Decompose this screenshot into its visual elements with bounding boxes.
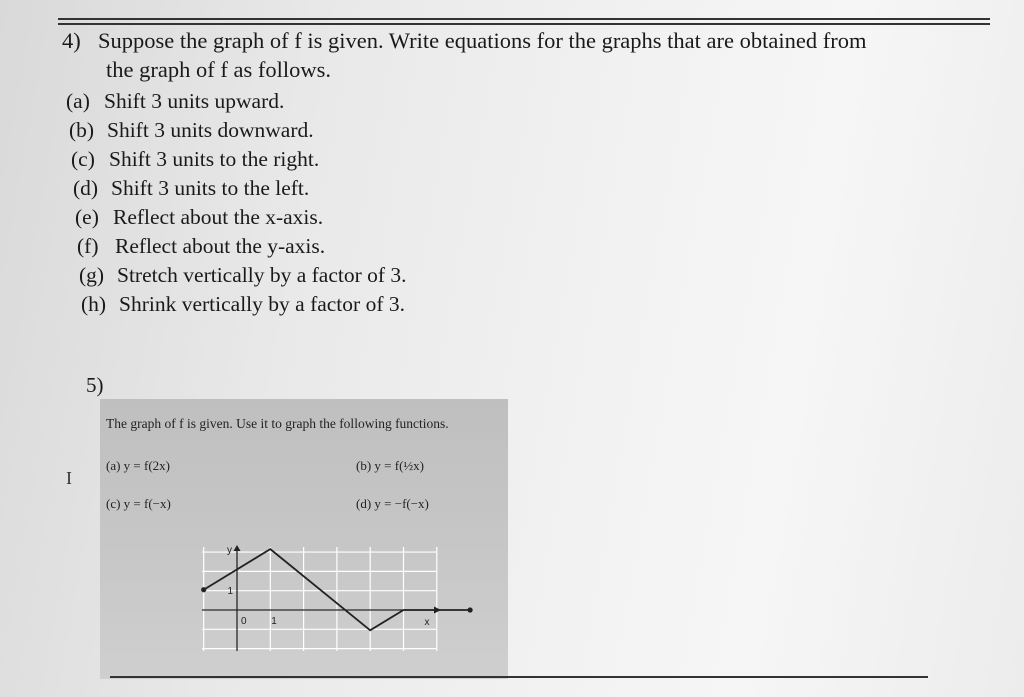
curve-endpoint — [201, 587, 206, 592]
item-c — [71, 145, 407, 174]
problem-4-prompt: Suppose the graph of f is given. Write equations for the graphs that are obtained from — [98, 28, 867, 53]
problem-4-items — [66, 87, 407, 319]
item-label: (e) — [75, 205, 99, 229]
problem-4-line-1 — [62, 26, 866, 55]
item-text: Stretch vertically by a factor of 3. — [117, 263, 407, 287]
item-label: (g) — [79, 263, 105, 287]
x-tick-1: 1 — [271, 616, 277, 627]
problem-4-number: 4) — [62, 28, 81, 53]
part-d: (d) y = −f(−x) — [356, 496, 429, 511]
origin-label: 0 — [241, 616, 247, 627]
bottom-rule — [110, 676, 928, 678]
item-label: (b) — [69, 118, 95, 142]
item-d — [73, 174, 407, 203]
item-f — [77, 232, 407, 261]
item-text: Reflect about the y-axis. — [115, 234, 326, 258]
part-a: (a) y = f(2x) — [106, 458, 170, 473]
problem-5-number: 5) — [86, 373, 104, 397]
item-a — [66, 87, 407, 116]
curve-endpoint — [468, 607, 473, 612]
item-text: Shift 3 units upward. — [104, 89, 285, 113]
item-text: Shrink vertically by a factor of 3. — [119, 292, 405, 316]
item-text: Shift 3 units to the right. — [109, 147, 320, 171]
problem-4 — [62, 26, 866, 84]
item-label: (f) — [77, 234, 99, 258]
item-h — [81, 290, 407, 319]
y-tick-1: 1 — [227, 586, 233, 597]
part-c: (c) y = f(−x) — [106, 496, 171, 511]
part-b: (b) y = f(½x) — [356, 458, 424, 473]
top-rule-2 — [58, 23, 990, 25]
x-axis-label: x — [424, 617, 430, 628]
problem-5-intro: The graph of f is given. Use it to graph the following functions. — [106, 416, 449, 431]
item-text: Shift 3 units downward. — [107, 118, 314, 142]
item-g — [79, 261, 407, 290]
function-graph — [100, 545, 508, 675]
top-rule — [58, 18, 990, 20]
item-b — [69, 116, 407, 145]
item-label: (h) — [81, 292, 107, 316]
problem-4-line-2: the graph of f as follows. — [106, 57, 331, 82]
item-label: (d) — [73, 176, 99, 200]
graph-axes — [202, 545, 441, 651]
text-cursor-icon: I — [66, 468, 72, 488]
item-label: (a) — [66, 89, 90, 113]
item-text: Reflect about the x-axis. — [113, 205, 324, 229]
item-text: Shift 3 units to the left. — [111, 176, 310, 200]
y-axis-label: y — [227, 545, 232, 556]
item-e — [75, 203, 407, 232]
item-label: (c) — [71, 147, 95, 171]
y-axis-arrow — [234, 545, 241, 551]
